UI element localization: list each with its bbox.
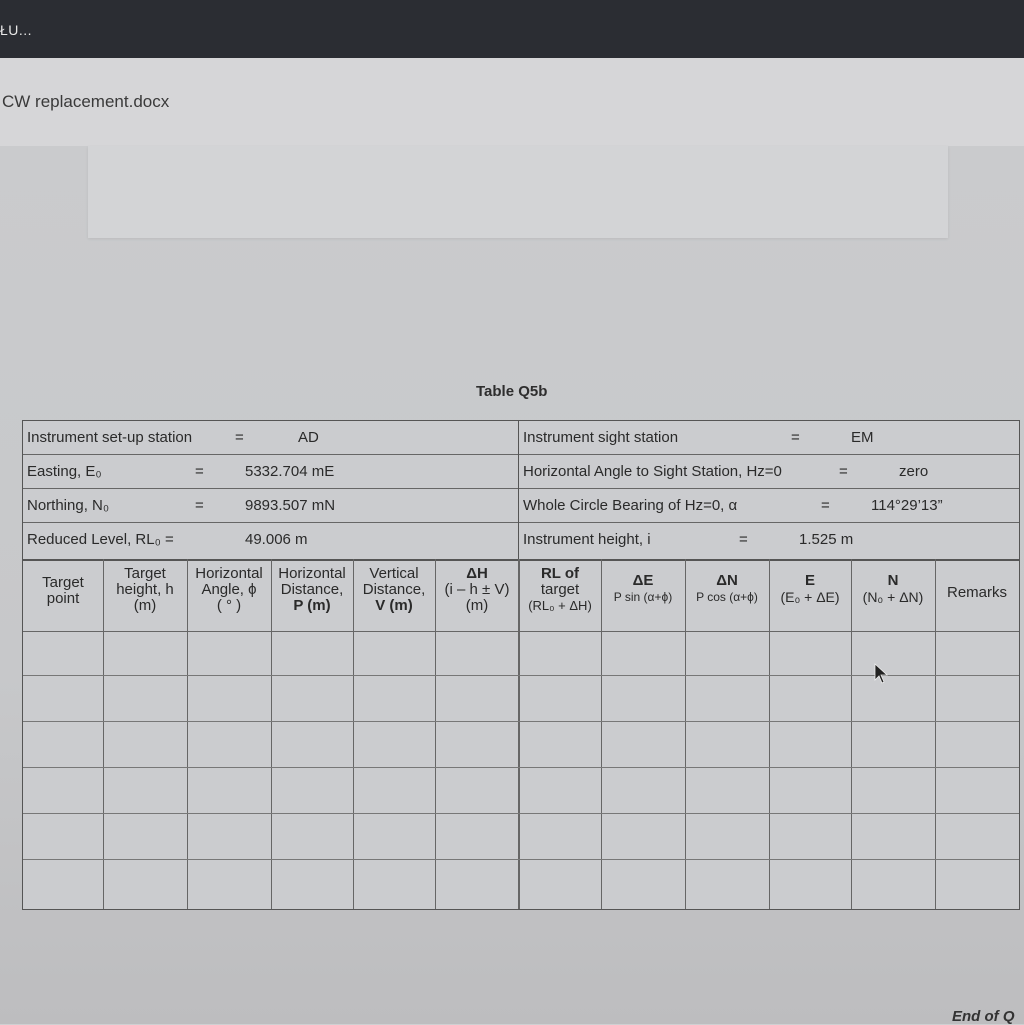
setup-row-3 [23,489,1019,523]
setup-value-station: AD [298,429,319,446]
col-header-e [769,561,851,631]
col-header-line: V (m) [375,597,413,614]
col-header-remarks [935,561,1019,631]
table-row-divider [23,721,1019,722]
col-header-line: P cos (α+ϕ) [696,590,758,604]
sight-label-bearing: Whole Circle Bearing of Hz=0, α [523,497,738,514]
sight-value-hz: zero [899,463,929,480]
mouse-pointer-icon [873,663,889,685]
col-header-line: Distance, [362,581,426,598]
col-header-rl-target [519,561,601,631]
column-divider [435,559,436,909]
col-header-target-height [103,561,187,631]
col-header-line: (N₀ + ΔN) [862,589,924,605]
setup-label-rl: Reduced Level, RL₀ = [27,531,174,548]
sight-value-height: 1.525 m [799,531,854,548]
col-header-line: (m) [133,597,157,614]
col-header-horizontal-distance [271,561,353,631]
setup-label-easting: Easting, E₀ [27,463,102,480]
sight-label-height: Instrument height, i [523,531,651,548]
col-header-line: Distance, [280,581,344,598]
col-header-line: ( ° ) [216,597,242,614]
sight-value-bearing: 114°29’13” [871,497,943,514]
column-divider [685,559,686,909]
sight-eq: = [791,429,800,446]
table-row-divider [23,813,1019,814]
preview-placeholder [88,146,948,238]
setup-label-northing: Northing, N₀ [27,497,110,514]
col-header-line: RL of [540,565,580,582]
col-header-line: Angle, ϕ [201,581,257,598]
col-header-line: ΔE [632,572,654,589]
col-header-line: target [540,581,580,598]
column-divider [103,559,104,909]
setup-eq: = [195,497,204,514]
app-title: ŁU... [0,22,33,38]
col-header-line: (RL₀ + ΔH) [528,598,592,613]
col-header-horizontal-angle [187,561,271,631]
col-header-line: Vertical [369,565,419,582]
col-header-vertical-distance [353,561,435,631]
table-row-divider [23,859,1019,860]
column-divider [187,559,188,909]
col-header-line: Remarks [946,584,1007,601]
setup-eq: = [195,463,204,480]
sight-label-station: Instrument sight station [523,429,679,446]
sight-value-station: EM [851,429,874,446]
column-divider [271,559,272,909]
sight-eq: = [739,531,748,548]
survey-table [22,420,1020,910]
col-header-line: E [804,572,815,589]
setup-label-station: Instrument set-up station [27,429,193,446]
sight-eq: = [821,497,830,514]
col-header-line: height, h [116,581,174,598]
col-header-delta-n [685,561,769,631]
setup-row-4 [23,523,1019,556]
col-header-line: Target [124,565,166,582]
col-header-line: P (m) [293,597,331,614]
app-title-bar [0,0,1024,58]
col-header-line: (m) [465,597,489,614]
end-of-question-text: End of Q [952,1008,1015,1025]
sight-label-hz: Horizontal Angle to Sight Station, Hz=0 [523,463,782,480]
col-header-line: P sin (α+ϕ) [613,590,673,604]
table-caption: Table Q5b [476,383,548,400]
document-header [0,58,1024,146]
setup-value-easting: 5332.704 mE [245,463,335,480]
col-header-line: ΔH [466,565,488,582]
setup-row-2 [23,455,1019,489]
column-divider [851,559,852,909]
setup-value-rl: 49.006 m [245,531,308,548]
col-header-line: (i – h ± V) [444,581,510,598]
column-divider [935,559,936,909]
table-row-divider [23,675,1019,676]
setup-eq: = [235,429,244,446]
col-header-line: Horizontal [278,565,346,582]
col-header-line: Target [42,574,84,591]
setup-divider [518,421,519,559]
column-divider [353,559,354,909]
column-divider [518,559,520,909]
setup-value-northing: 9893.507 mN [245,497,336,514]
col-header-delta-h [435,561,519,631]
column-divider [769,559,770,909]
document-file-name[interactable]: CW replacement.docx [2,92,170,111]
sight-eq: = [839,463,848,480]
column-header-row [23,559,1019,632]
col-header-line: Horizontal [195,565,263,582]
col-header-line: point [46,590,80,607]
col-header-n [851,561,935,631]
col-header-target-point [23,561,103,631]
col-header-delta-e [601,561,685,631]
setup-row-1 [23,421,1019,455]
column-divider [601,559,602,909]
col-header-line: N [887,572,899,589]
col-header-line: ΔN [716,572,738,589]
col-header-line: (E₀ + ΔE) [780,589,840,605]
table-row-divider [23,767,1019,768]
